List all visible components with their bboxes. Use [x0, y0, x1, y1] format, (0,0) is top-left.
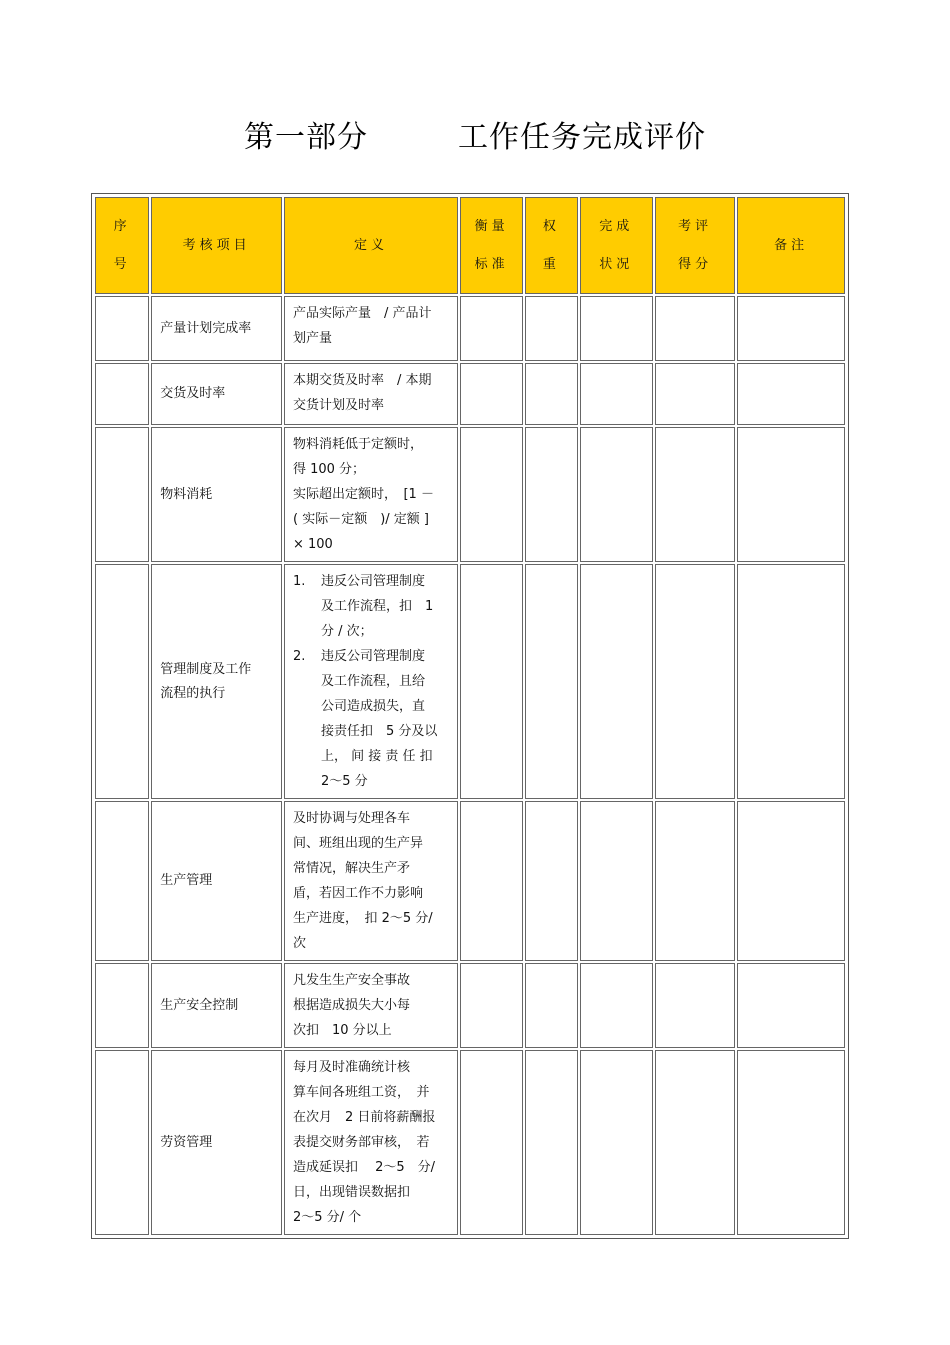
cell-item — [151, 963, 282, 1048]
cell-weight[interactable] — [525, 564, 577, 799]
cell-score[interactable] — [655, 363, 735, 425]
cell-weight[interactable] — [525, 427, 577, 562]
list-number: 1. — [292, 574, 306, 589]
title-part: 第一部分 — [244, 120, 368, 155]
item-line: 流程的执行 — [160, 685, 226, 701]
cell-status[interactable] — [580, 564, 653, 799]
cell-measure[interactable] — [460, 363, 523, 425]
def-line: 2～5 分/ 个 — [292, 1210, 362, 1225]
def-line: 上， 间 接 责 任 扣 — [320, 749, 433, 764]
cell-item — [151, 1050, 282, 1235]
cell-definition — [284, 296, 458, 361]
cell-definition — [284, 801, 458, 961]
table-row — [95, 801, 845, 961]
def-list-item — [293, 569, 449, 644]
cell-status[interactable] — [580, 801, 653, 961]
cell-seq[interactable] — [95, 427, 149, 562]
item-line: 物料消耗 — [160, 486, 213, 502]
evaluation-table — [93, 195, 847, 1237]
evaluation-table-frame — [91, 193, 849, 1239]
def-line: 及工作流程，且给 — [320, 674, 425, 689]
def-line: 间、班组出现的生产异 — [292, 836, 423, 851]
page-title — [0, 112, 950, 156]
cell-definition — [284, 427, 458, 562]
def-line: ( 实际－定额 )/ 定额 ] — [292, 512, 429, 527]
cell-score[interactable] — [655, 963, 735, 1048]
cell-status[interactable] — [580, 1050, 653, 1235]
def-line: 次 — [292, 936, 306, 951]
header-row — [95, 197, 845, 294]
header-weight-line2: 重 — [542, 256, 560, 272]
def-line: 生产进度， 扣 2～5 分/ — [292, 911, 433, 926]
cell-score[interactable] — [655, 564, 735, 799]
cell-weight[interactable] — [525, 1050, 577, 1235]
def-line: 算车间各班组工资， 并 — [292, 1085, 430, 1100]
def-line: 及工作流程，扣 1 — [320, 599, 434, 614]
cell-score[interactable] — [655, 296, 735, 361]
cell-status[interactable] — [580, 296, 653, 361]
item-line: 劳资管理 — [160, 1134, 213, 1150]
header-score-line1: 考评 — [678, 218, 713, 234]
table-row — [95, 1050, 845, 1235]
def-line: 表提交财务部审核， 若 — [292, 1135, 430, 1150]
header-measure-line1: 衡量 — [474, 218, 509, 234]
item-line: 生产管理 — [160, 873, 213, 888]
cell-definition — [284, 363, 458, 425]
title-name: 工作任务完成评价 — [458, 120, 706, 155]
header-weight — [525, 197, 577, 294]
def-line: 及时协调与处理各车 — [292, 811, 410, 826]
header-status-line2: 状况 — [599, 256, 634, 272]
cell-weight[interactable] — [525, 963, 577, 1048]
header-status — [580, 197, 653, 294]
cell-remark[interactable] — [737, 427, 845, 562]
def-line: 得 100 分； — [292, 462, 366, 477]
def-line: 实际超出定额时， [1 － — [292, 487, 434, 502]
def-line: 凡发生生产安全事故 — [292, 973, 410, 988]
cell-item — [151, 427, 282, 562]
cell-remark[interactable] — [737, 1050, 845, 1235]
cell-item — [151, 363, 282, 425]
def-line: 每月及时准确统计核 — [292, 1060, 410, 1075]
item-line: 产量计划完成率 — [160, 320, 252, 336]
def-line: 接责任扣 5 分及以 — [320, 724, 438, 739]
cell-measure[interactable] — [460, 801, 523, 961]
table-row — [95, 427, 845, 562]
def-line: 本期交货及时率 / 本期 — [292, 373, 432, 388]
cell-item — [151, 564, 282, 799]
header-status-line1: 完成 — [599, 218, 634, 234]
cell-measure[interactable] — [460, 296, 523, 361]
def-line: 公司造成损失，直 — [320, 699, 425, 714]
def-line: 日，出现错误数据扣 — [292, 1185, 410, 1200]
cell-weight[interactable] — [525, 296, 577, 361]
cell-remark[interactable] — [737, 564, 845, 799]
def-line: 次扣 10 分以上 — [292, 1023, 392, 1038]
header-seq — [95, 197, 149, 294]
header-score-line2: 得分 — [678, 256, 713, 272]
header-remark: 备注 — [737, 197, 845, 294]
cell-weight[interactable] — [525, 801, 577, 961]
cell-remark[interactable] — [737, 963, 845, 1048]
cell-status[interactable] — [580, 427, 653, 562]
table-row — [95, 296, 845, 361]
def-line: 交货计划及时率 — [292, 398, 384, 413]
cell-item — [151, 296, 282, 361]
def-line: 违反公司管理制度 — [320, 574, 425, 589]
def-line: 产品实际产量 / 产品计 — [292, 306, 432, 321]
def-line: 违反公司管理制度 — [320, 649, 425, 664]
header-weight-line1: 权 — [542, 218, 560, 234]
item-line: 交货及时率 — [160, 386, 226, 401]
header-item: 考核项目 — [151, 197, 282, 294]
header-score — [655, 197, 735, 294]
cell-definition — [284, 1050, 458, 1235]
cell-measure[interactable] — [460, 1050, 523, 1235]
def-line: × 100 — [292, 537, 333, 552]
def-line: 分 / 次； — [320, 624, 373, 639]
cell-weight[interactable] — [525, 363, 577, 425]
table-row — [95, 564, 845, 799]
def-list — [293, 569, 449, 794]
cell-measure[interactable] — [460, 427, 523, 562]
table-row — [95, 363, 845, 425]
def-list-item — [293, 644, 449, 794]
def-line: 根据造成损失大小每 — [292, 998, 410, 1013]
cell-seq[interactable] — [95, 801, 149, 961]
header-seq-line1: 序 — [113, 218, 131, 234]
header-measure-line2: 标准 — [474, 256, 509, 272]
table-row — [95, 963, 845, 1048]
cell-status[interactable] — [580, 963, 653, 1048]
cell-remark[interactable] — [737, 363, 845, 425]
cell-score[interactable] — [655, 427, 735, 562]
def-line: 2～5 分 — [320, 774, 368, 789]
def-line: 在次月 2 日前将薪酬报 — [292, 1110, 436, 1125]
cell-seq[interactable] — [95, 963, 149, 1048]
cell-score[interactable] — [655, 801, 735, 961]
item-line: 生产安全控制 — [160, 997, 239, 1013]
list-number: 2. — [292, 649, 306, 664]
cell-remark[interactable] — [737, 296, 845, 361]
cell-seq[interactable] — [95, 296, 149, 361]
header-seq-line2: 号 — [113, 256, 131, 272]
def-line: 盾，若因工作不力影响 — [292, 886, 423, 901]
cell-status[interactable] — [580, 363, 653, 425]
cell-measure[interactable] — [460, 564, 523, 799]
header-definition: 定义 — [284, 197, 458, 294]
cell-seq[interactable] — [95, 1050, 149, 1235]
cell-seq[interactable] — [95, 564, 149, 799]
cell-item — [151, 801, 282, 961]
def-line: 造成延误扣 2～5 分/ — [292, 1160, 436, 1175]
cell-definition — [284, 963, 458, 1048]
def-line: 常情况，解决生产矛 — [292, 861, 410, 876]
cell-measure[interactable] — [460, 963, 523, 1048]
cell-score[interactable] — [655, 1050, 735, 1235]
item-line: 管理制度及工作 — [160, 661, 252, 677]
def-line: 划产量 — [292, 331, 332, 346]
cell-definition — [284, 564, 458, 799]
header-measure — [460, 197, 523, 294]
cell-remark[interactable] — [737, 801, 845, 961]
def-line: 物料消耗低于定额时， — [292, 437, 423, 452]
cell-seq[interactable] — [95, 363, 149, 425]
